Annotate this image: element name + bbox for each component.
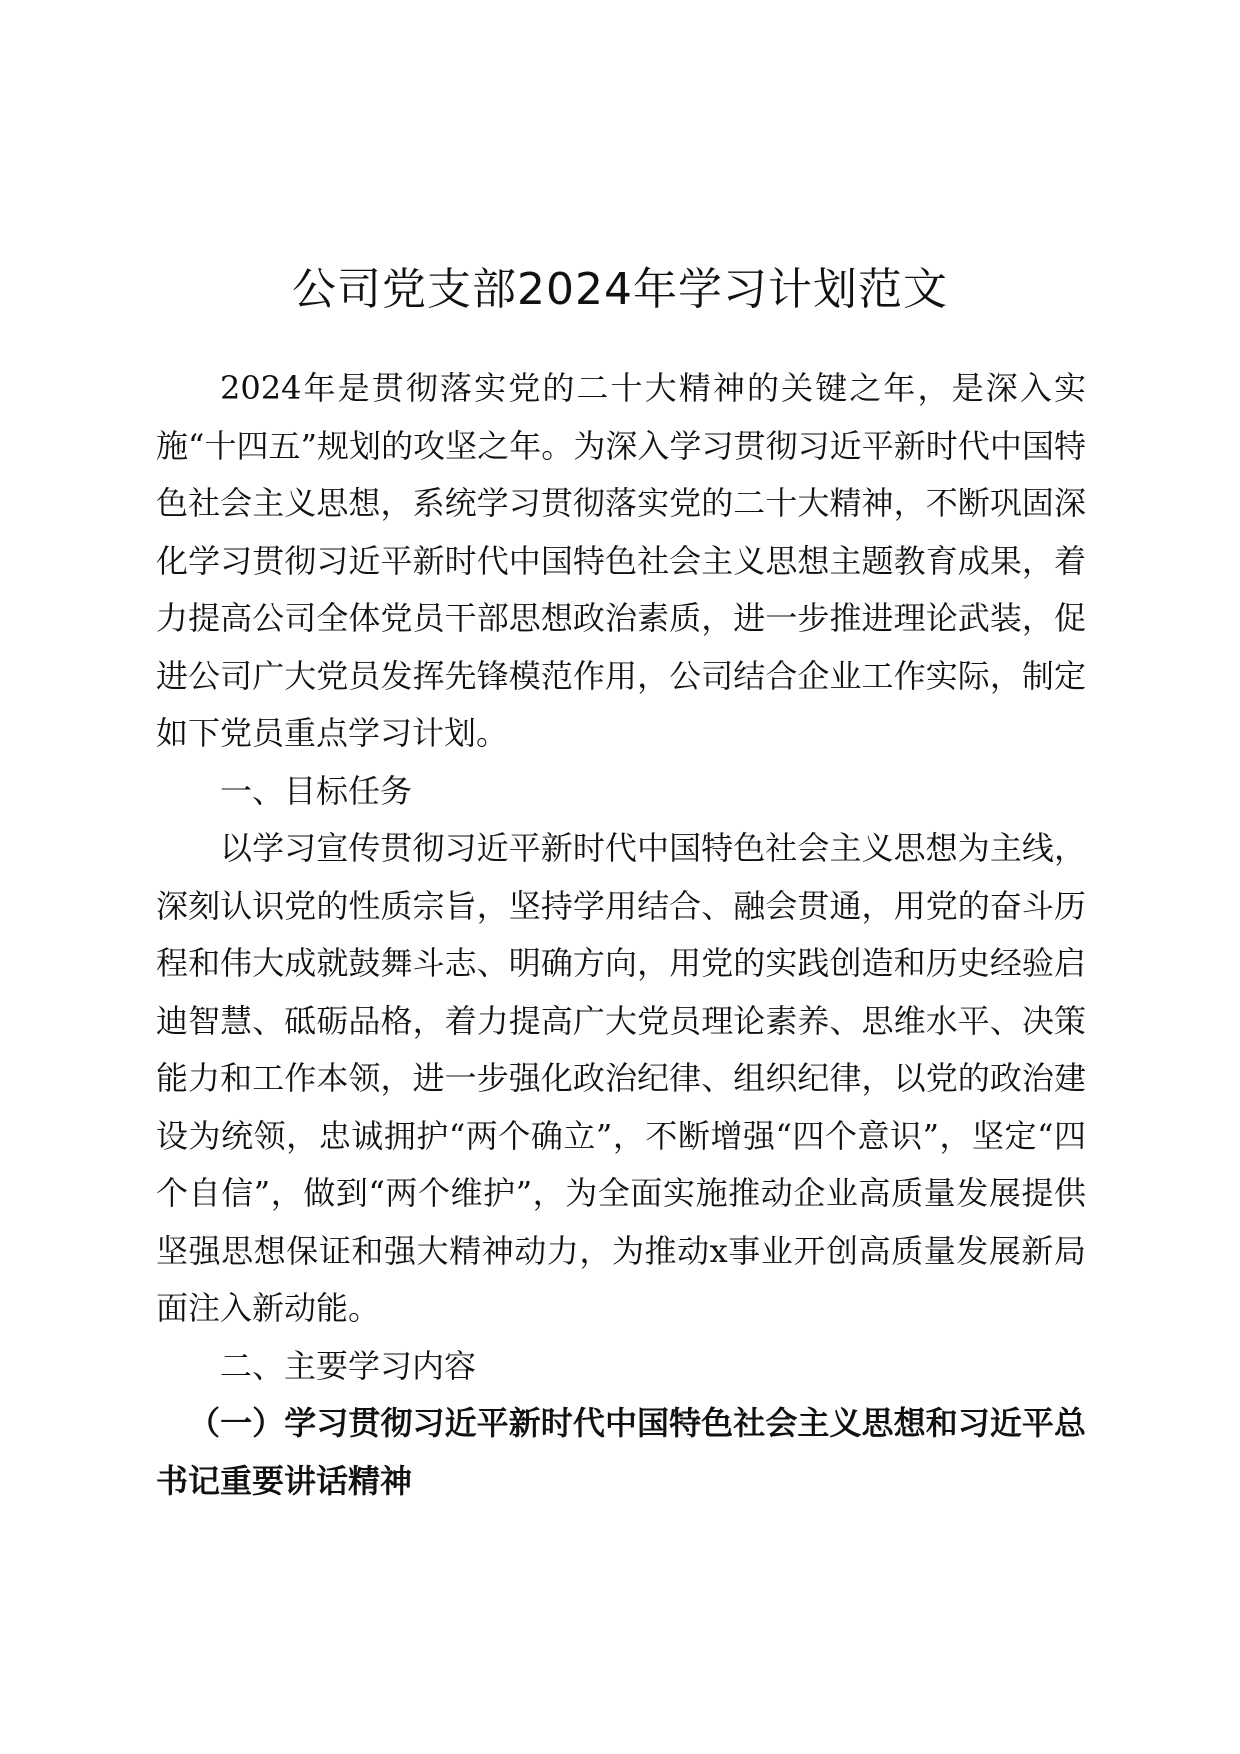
subsection-heading-1: （一）学习贯彻习近平新时代中国特色社会主义思想和习近平总书记重要讲话精神 (156, 1404, 1086, 1500)
section-heading-content: 二、主要学习内容 (220, 1346, 477, 1385)
document-body (156, 360, 1086, 1510)
document-title: 公司党支部2024年学习计划范文 (292, 264, 948, 315)
section-heading-goals: 一、目标任务 (220, 771, 413, 810)
intro-paragraph: 2024年是贯彻落实党的二十大精神的关键之年，是深入实施“十四五”规划的攻坚之年。为深入学习贯彻习近平新时代中国特色社会主义思想，系统学习贯彻落实党的二十大精神，不断巩固深化学习贯彻习近平新时代中国特色社会主义思想主题教育成果，着力提高公司全体党员干部思想政治素质，进一步推进理论武装，促进公司广大党员发挥先锋模范作用，公司结合企业工作实际，制定如下党员重点学习计划。 (156, 369, 1086, 752)
goals-paragraph: 以学习宣传贯彻习近平新时代中国特色社会主义思想为主线，深刻认识党的性质宗旨，坚持学用结合、融会贯通，用党的奋斗历程和伟大成就鼓舞斗志、明确方向，用党的实践创造和历史经验启迪智慧、砥砺品格，着力提高广大党员理论素养、思维水平、决策能力和工作本领，进一步强化政治纪律、组织纪律，以党的政治建设为统领，忠诚拥护“两个确立”，不断增强“四个意识”，坚定“四个自信”，做到“两个维护”，为全面实施推动企业高质量发展提供坚强思想保证和强大精神动力，为推动x事业开创高质量发展新局面注入新动能。 (156, 829, 1086, 1327)
